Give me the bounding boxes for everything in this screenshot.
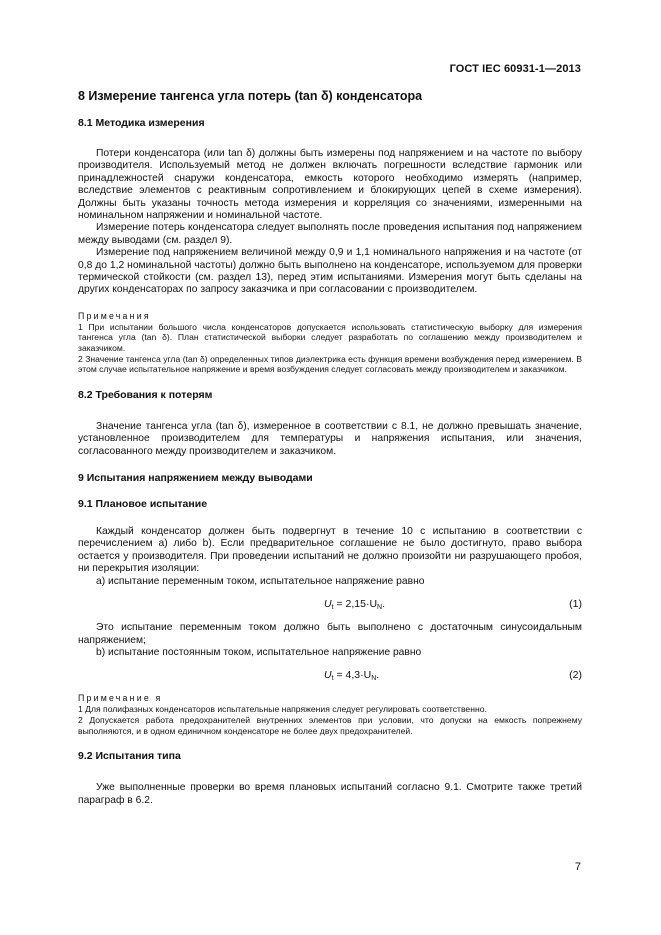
notes-title-9-1: Примечание я <box>78 693 163 704</box>
equation-2 <box>78 669 582 683</box>
document-code-header: ГОСТ IEC 60931-1—2013 <box>449 63 581 75</box>
section-8-1-title: 8.1 Методика измерения <box>78 117 205 129</box>
note-9-1-2: 2 Допускается работа предохранителей внутренних элементов при условии, что допуски на емкость попрежнему выполняются, и в одном единичном конденсаторе не более двух предохранителей. <box>78 714 582 736</box>
equation-1-formula: $U_t = 2,15\cdot U_N$. <box>324 598 386 612</box>
equation-2-number: (2) <box>569 669 582 682</box>
section-8-1-paragraph-2: Измерение потерь конденсатора следует выполнять после проведения испытания под напряжением между выводами (см. раздел 9). <box>78 222 582 246</box>
section-9-title: 9 Испытания напряжением между выводами <box>78 472 313 485</box>
section-8-1-paragraph-3: Измерение под напряжением величиной между 0,9 и 1,1 номинального напряжения и на частоте (от 0,8 до 1,2 номинальной частоты) должно быть выполнено на конденсаторе, используемом для проверки термической стойкости (см. раздел 13), перед этим испытаниями. Измерения могут быть сделаны на других конденсаторах по запросу заказчика и при согласовании с производителем. <box>78 247 582 296</box>
section-8-2-title: 8.2 Требования к потерям <box>78 388 213 401</box>
notes-title-8-1: Примечания <box>78 310 151 321</box>
section-8-1-paragraph-1: Потери конденсатора (или tan δ) должны быть измерены под напряжением и на частоте по выбору производителя. Используемый метод не должен включать погрешности вследствие гармоник или принадлежностей снаружи конденсатора, емкость которого необходимо измерять (например, вследствие элементов с реактивным сопротивлением и блокирующих цепей в схеме измерения). Должны быть указаны точность метода измерения и корреляция со значениями, измеренными на номинальном напряжении и номинальной частоте. <box>78 148 582 222</box>
section-9-1-title: 9.1 Плановое испытание <box>78 498 208 511</box>
note-8-1-1: 1 При испытании большого числа конденсаторов допускается использовать статистическую выборку для измерения тангенса угла (tan δ). План статистической выборки следует разработать по соглашению между производителем и заказчиком. <box>78 321 582 354</box>
page-content <box>78 88 582 807</box>
section-9-1-paragraph-1: Каждый конденсатор должен быть подвергнут в течение 10 с испытанию в соответствии с перечислением a) либо b). Если предварительное соглашение не было достигнуто, право выбора остается у производителя. При проведении испытаний не должно произойти ни разрушающего пробоя, ни перекрытия изоляции: <box>78 526 582 575</box>
note-8-1-2: 2 Значение тангенса угла (tan δ) определенных типов диэлектрика есть функция времени возбуждения перед измерением. В этом случае испытательное напряжение и время возбуждения следует согласовать между производителем и заказчиком. <box>78 353 582 375</box>
section-8-title: 8 Измерение тангенса угла потерь (tan δ) конденсатора <box>78 89 423 103</box>
section-9-2-paragraph: Уже выполненные проверки во время плановых испытаний согласно 9.1. Смотрите также третий параграф в 6.2. <box>78 782 582 806</box>
list-item-b: b) испытание постоянным током, испытательное напряжение равно <box>96 646 422 658</box>
section-9-1-paragraph-2: Это испытание переменным током должно быть выполнено с достаточным синусоидальным напряжением; <box>78 622 582 646</box>
list-item-a: a) испытание переменным током, испытательное напряжение равно <box>96 575 425 587</box>
note-9-1-1: 1 Для полифазных конденсаторов испытательные напряжения следует регулировать соответственно. <box>78 704 487 715</box>
equation-1-number: (1) <box>569 598 582 611</box>
section-8-2-paragraph: Значение тангенса угла (tan δ), измеренное в соответствии с 8.1, не должно превышать значение, установленное производителем для температуры и напряжения испытания, или значения, согласованного между производителем и заказчиком. <box>78 420 582 457</box>
equation-2-formula: $U_t = 4,3\cdot U_N$. <box>324 669 380 683</box>
section-9-2-title: 9.2 Испытания типа <box>78 750 181 763</box>
equation-1 <box>78 598 582 612</box>
page-number: 7 <box>574 861 581 873</box>
